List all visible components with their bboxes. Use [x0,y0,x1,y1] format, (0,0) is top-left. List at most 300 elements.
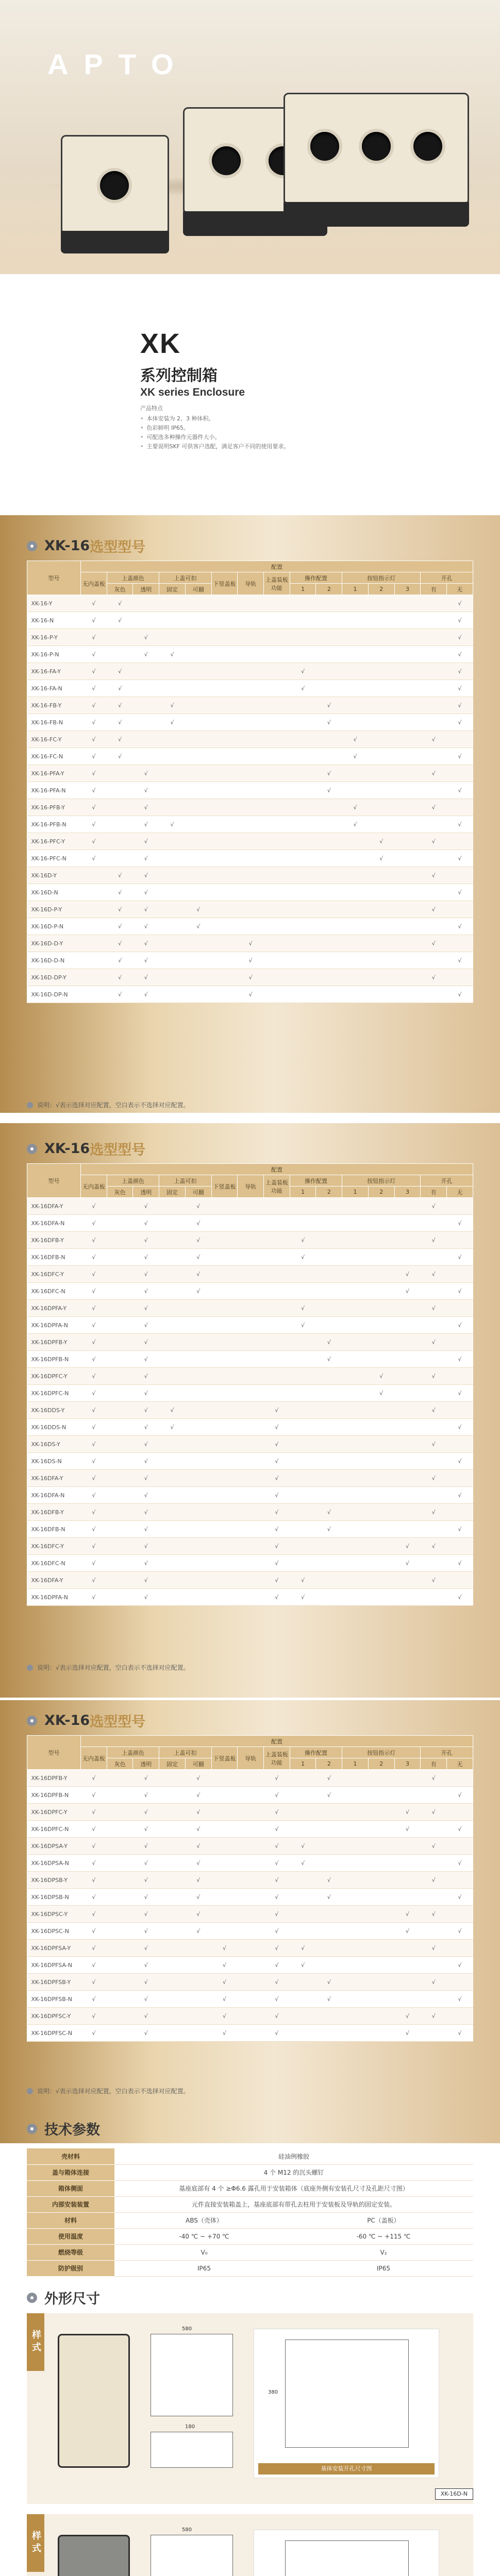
config-cell [238,1855,264,1872]
config-cell: √ [107,612,133,629]
config-cell [368,1215,394,1232]
config-cell: √ [394,1906,421,1923]
style-tag: 样式 [27,2514,44,2572]
config-cell [290,1923,316,1940]
config-cell: √ [81,680,107,697]
table-row [27,2025,473,2042]
config-cell [238,2008,264,2025]
config-cell [394,714,421,731]
config-cell [368,1470,394,1487]
table-row [27,748,473,765]
config-cell [421,680,447,697]
model-cell: XK-16-PFA-Y [27,765,81,782]
config-cell [211,731,238,748]
config-cell [447,1940,473,1957]
config-cell: √ [81,2008,107,2025]
config-cell: √ [316,1787,342,1804]
config-cell [368,1419,394,1436]
config-cell [316,629,342,646]
config-cell [316,1538,342,1555]
config-cell [421,850,447,867]
config-cell [368,1821,394,1838]
config-cell [290,901,316,918]
config-cell [238,782,264,799]
config-cell: √ [159,697,186,714]
config-cell: √ [185,1232,211,1249]
config-cell: √ [421,867,447,884]
config-cell: √ [421,799,447,816]
config-cell [159,595,186,612]
config-cell: √ [447,714,473,731]
config-cell: √ [133,867,159,884]
config-cell [421,714,447,731]
config-cell [394,918,421,935]
config-cell: √ [447,1957,473,1974]
config-cell [185,816,211,833]
config-cell [342,1889,369,1906]
config-cell [421,816,447,833]
config-cell: √ [264,1991,290,2008]
config-cell: √ [394,1538,421,1555]
config-cell: √ [316,1521,342,1538]
table-row [27,697,473,714]
config-cell [368,629,394,646]
config-cell [107,1198,133,1215]
config-cell: √ [133,1283,159,1300]
config-cell: √ [368,1368,394,1385]
config-cell: √ [133,901,159,918]
config-cell: √ [185,1889,211,1906]
table-row [27,782,473,799]
config-cell [238,1436,264,1453]
config-cell [159,663,186,680]
config-cell [421,697,447,714]
config-cell [159,1555,186,1572]
config-cell [107,1923,133,1940]
config-cell: √ [447,646,473,663]
config-cell: √ [211,1940,238,1957]
config-cell [211,1821,238,1838]
config-cell [368,714,394,731]
config-cell [211,1906,238,1923]
config-cell [316,595,342,612]
table-row [27,1991,473,2008]
config-cell [316,1838,342,1855]
config-cell: √ [290,663,316,680]
model-cell: XK-16DPFSA-Y [27,1940,81,1957]
table-row [27,1385,473,1402]
config-cell: √ [238,969,264,986]
config-cell: √ [133,1351,159,1368]
config-cell: √ [342,731,369,748]
config-cell [211,1368,238,1385]
model-cell: XK-16DFA-Y [27,1198,81,1215]
config-cell [447,969,473,986]
config-cell: √ [421,1334,447,1351]
config-cell [342,697,369,714]
config-cell [211,782,238,799]
config-cell [81,884,107,901]
model-cell: XK-16DPFSB-Y [27,1974,81,1991]
config-cell [290,1872,316,1889]
config-cell [342,1368,369,1385]
config-cell [238,833,264,850]
table-row [27,612,473,629]
config-cell [159,680,186,697]
config-cell [159,1991,186,2008]
config-cell: √ [421,1470,447,1487]
config-cell [368,1436,394,1453]
config-cell [238,1334,264,1351]
config-cell [211,1232,238,1249]
config-cell [447,1470,473,1487]
config-cell [447,1538,473,1555]
config-cell: √ [394,1821,421,1838]
config-cell [394,1504,421,1521]
config-cell: √ [81,1804,107,1821]
table-row [27,799,473,816]
config-cell [368,1555,394,1572]
config-cell: √ [447,612,473,629]
selection-title-2: XK-16 选型型号 [27,1139,145,1159]
config-cell [107,1215,133,1232]
model-cell: XK-16DPFB-Y [27,1334,81,1351]
config-cell [159,1957,186,1974]
config-cell: √ [133,1419,159,1436]
config-cell [368,1317,394,1334]
config-cell [238,1402,264,1419]
config-cell [394,1521,421,1538]
table-row [27,1821,473,1838]
config-cell: √ [81,697,107,714]
config-cell: √ [81,1855,107,1872]
config-cell [316,748,342,765]
config-cell [342,680,369,697]
config-cell [185,850,211,867]
config-cell [394,1889,421,1906]
config-cell [394,1249,421,1266]
config-cell: √ [133,1821,159,1838]
table-row [27,1906,473,1923]
config-cell [159,2008,186,2025]
config-cell: √ [133,935,159,952]
series-name: XK [140,328,181,359]
col-config: 配置 [81,561,473,572]
config-cell: √ [133,986,159,1003]
config-cell [159,799,186,816]
model-cell: XK-16-P-Y [27,629,81,646]
config-cell: √ [133,969,159,986]
config-cell [185,935,211,952]
config-cell [107,1940,133,1957]
config-cell: √ [81,1402,107,1419]
config-cell [394,697,421,714]
config-cell [107,1804,133,1821]
tech-title: 技术参数 [27,2119,100,2139]
config-cell: √ [211,2008,238,2025]
model-cell: XK-16D-N [27,884,81,901]
bullet-icon [27,1144,37,1154]
config-cell [290,867,316,884]
config-cell: √ [264,1821,290,1838]
config-cell [394,1589,421,1606]
config-cell [264,629,290,646]
table-row [27,731,473,748]
config-cell [264,1215,290,1232]
config-cell [394,1317,421,1334]
config-cell: √ [447,884,473,901]
config-cell: √ [421,1436,447,1453]
config-cell: √ [81,1572,107,1589]
config-cell: √ [447,952,473,969]
config-cell [211,1504,238,1521]
config-cell [238,612,264,629]
config-cell: √ [81,1589,107,1606]
config-cell: √ [133,1872,159,1889]
config-cell [185,833,211,850]
dim-row-2 [27,2514,473,2576]
config-cell: √ [133,884,159,901]
table-row [27,1572,473,1589]
config-cell [185,612,211,629]
config-cell [107,833,133,850]
config-cell [368,1283,394,1300]
table-note: 说明：√表示选择对应配置，空白表示不选择对应配置。 [27,1663,190,1672]
config-cell [185,1487,211,1504]
config-cell: √ [211,1957,238,1974]
config-cell [368,1300,394,1317]
config-cell [368,1351,394,1368]
config-cell [211,1266,238,1283]
config-cell: √ [264,1470,290,1487]
config-cell [211,697,238,714]
config-cell [211,1589,238,1606]
config-cell [81,867,107,884]
config-cell: √ [107,884,133,901]
config-cell: √ [290,1838,316,1855]
config-cell: √ [185,918,211,935]
config-cell [421,629,447,646]
config-cell [342,782,369,799]
table-row [27,1436,473,1453]
config-cell: √ [264,1487,290,1504]
config-cell [394,1855,421,1872]
config-cell [107,1521,133,1538]
config-cell [368,748,394,765]
config-cell [159,1453,186,1470]
config-cell [159,782,186,799]
config-cell [342,1923,369,1940]
config-cell [368,986,394,1003]
config-cell: √ [133,1385,159,1402]
config-cell [133,697,159,714]
config-cell [342,935,369,952]
config-cell [421,1957,447,1974]
config-cell [107,1419,133,1436]
model-cell: XK-16DFC-N [27,1555,81,1572]
config-cell [290,595,316,612]
config-cell: √ [159,816,186,833]
config-cell [264,1198,290,1215]
config-cell: √ [81,1555,107,1572]
config-cell [185,765,211,782]
config-cell [211,1215,238,1232]
config-cell: √ [133,918,159,935]
config-cell: √ [447,1787,473,1804]
config-cell [238,1889,264,1906]
config-cell [316,1855,342,1872]
config-cell [342,986,369,1003]
config-cell [290,1538,316,1555]
config-cell [81,969,107,986]
model-cell: XK-16DFA-N [27,1215,81,1232]
config-cell: √ [290,1572,316,1589]
model-cell: XK-16-Y [27,595,81,612]
config-cell [421,1855,447,1872]
config-cell: √ [185,1266,211,1283]
table-row [27,595,473,612]
config-cell [159,1940,186,1957]
config-cell [264,816,290,833]
config-cell [81,918,107,935]
config-cell [107,1787,133,1804]
config-cell [447,1232,473,1249]
config-cell [211,1283,238,1300]
config-cell: √ [133,1957,159,1974]
config-cell [394,629,421,646]
config-cell: √ [447,663,473,680]
config-cell [447,1974,473,1991]
model-cell: XK-16DPFC-N [27,1821,81,1838]
table-row [27,1283,473,1300]
config-cell [238,1198,264,1215]
config-cell [238,697,264,714]
config-cell [368,697,394,714]
table-row [27,714,473,731]
config-cell: √ [107,697,133,714]
model-cell: XK-16DFC-Y [27,1538,81,1555]
config-cell: √ [447,1521,473,1538]
config-cell [159,1872,186,1889]
config-cell [264,1385,290,1402]
config-cell [159,1974,186,1991]
features-label: 产品特点 [140,405,163,412]
config-cell [159,1804,186,1821]
model-cell: XK-16D-Y [27,867,81,884]
config-cell [342,884,369,901]
config-cell [342,663,369,680]
config-cell [185,1453,211,1470]
config-cell [368,1572,394,1589]
config-cell: √ [264,1923,290,1940]
config-cell [264,969,290,986]
config-cell: √ [81,612,107,629]
config-cell [185,1555,211,1572]
config-cell [447,1334,473,1351]
config-cell [185,799,211,816]
config-cell: √ [81,1906,107,1923]
config-cell [421,884,447,901]
config-cell [316,680,342,697]
config-cell: √ [185,1787,211,1804]
config-cell [238,1572,264,1589]
model-cell: XK-16DFC-Y [27,1266,81,1283]
config-cell [185,1419,211,1436]
config-cell [238,1787,264,1804]
config-cell: √ [107,952,133,969]
config-cell [107,1300,133,1317]
table-row [27,1855,473,1872]
config-cell: √ [342,748,369,765]
config-cell [290,1334,316,1351]
config-cell: √ [159,1419,186,1436]
model-cell: XK-16DFA-N [27,1487,81,1504]
config-cell [159,867,186,884]
config-cell: √ [133,799,159,816]
config-cell [316,918,342,935]
config-cell [264,680,290,697]
config-cell [159,1368,186,1385]
config-cell: √ [107,918,133,935]
config-cell [368,1453,394,1470]
config-cell [447,1266,473,1283]
config-cell [264,748,290,765]
col-config: 配置 [81,1164,473,1175]
model-cell: XK-16DPSA-Y [27,1838,81,1855]
config-cell: √ [133,1249,159,1266]
config-cell [264,595,290,612]
config-cell [421,646,447,663]
config-cell [238,1906,264,1923]
config-cell [211,901,238,918]
note-bullet-icon [27,2088,33,2094]
config-cell: √ [238,952,264,969]
config-cell [342,952,369,969]
config-cell [290,833,316,850]
config-cell [238,1232,264,1249]
config-cell [159,1923,186,1940]
config-cell [107,2025,133,2042]
config-cell [133,595,159,612]
config-cell [290,782,316,799]
config-cell [238,1283,264,1300]
config-cell [211,1521,238,1538]
config-cell [107,1470,133,1487]
config-cell: √ [107,663,133,680]
config-cell [159,969,186,986]
config-cell [264,1351,290,1368]
config-cell: √ [421,1572,447,1589]
product-intro [140,328,429,451]
config-cell [394,1453,421,1470]
config-cell: √ [211,1974,238,1991]
config-cell [368,663,394,680]
config-cell [342,1572,369,1589]
config-cell [447,867,473,884]
config-cell [342,1283,369,1300]
config-cell [159,612,186,629]
feature-item: • 主要说明SKF 可供客户选配，满足客户不同的使用要求。 [140,442,429,451]
model-cell: XK-16DS-Y [27,1436,81,1453]
config-cell [159,1504,186,1521]
config-cell [316,1368,342,1385]
config-cell [342,1872,369,1889]
config-cell: √ [264,2008,290,2025]
config-cell [290,952,316,969]
config-cell: √ [107,731,133,748]
config-cell: √ [133,1402,159,1419]
config-cell [238,1215,264,1232]
